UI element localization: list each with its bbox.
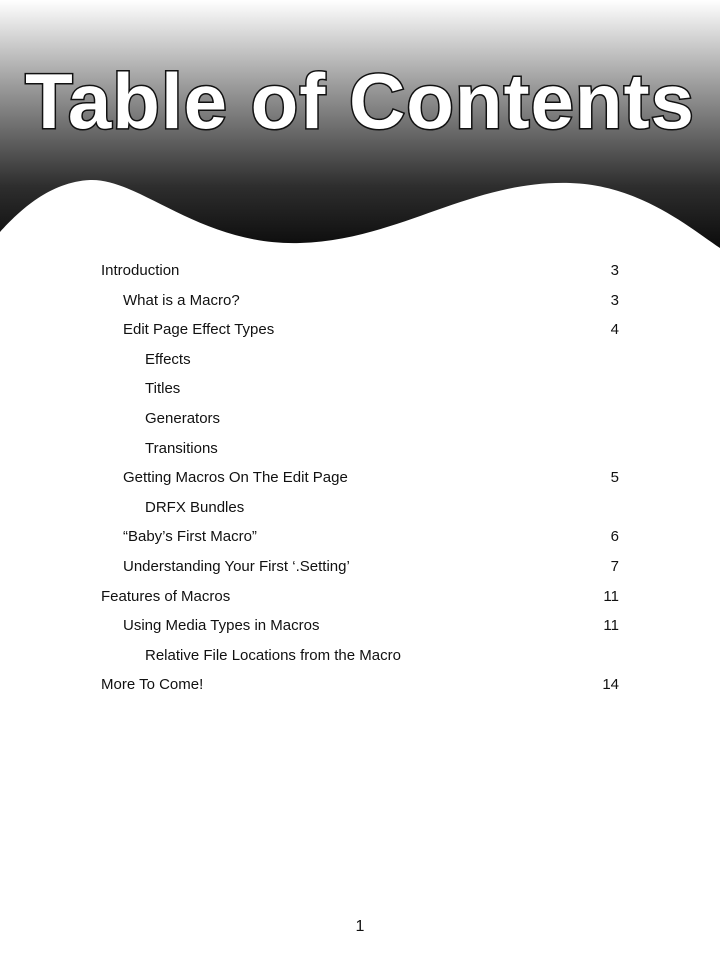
toc-entry[interactable] <box>101 286 619 316</box>
toc-entry-label: Effects <box>145 350 191 368</box>
toc-entry-label: Understanding Your First ‘.Setting’ <box>123 557 350 575</box>
toc-entry-label: Getting Macros On The Edit Page <box>123 469 348 487</box>
toc-entry-label: Titles <box>145 380 181 398</box>
toc-entry-page: 11 <box>603 587 619 605</box>
toc-entry-label: More To Come! <box>101 676 204 694</box>
toc-entry[interactable] <box>101 582 619 612</box>
toc-entry[interactable] <box>101 552 619 582</box>
table-of-contents <box>101 256 619 700</box>
toc-entry[interactable] <box>101 315 619 345</box>
header-banner <box>0 0 720 250</box>
toc-entry[interactable] <box>101 611 619 641</box>
toc-entry[interactable] <box>101 345 619 375</box>
toc-entry-label: Transitions <box>145 439 218 457</box>
toc-entry-label: Generators <box>145 409 221 427</box>
page-number: 1 <box>355 918 365 935</box>
toc-entry-page: 3 <box>610 262 619 279</box>
toc-entry-label: Using Media Types in Macros <box>123 617 320 635</box>
toc-entry[interactable] <box>101 493 619 523</box>
toc-entry-label: “Baby’s First Macro” <box>123 528 257 546</box>
toc-entry[interactable] <box>101 522 619 552</box>
toc-entry-page: 6 <box>610 528 619 546</box>
toc-entry-page: 4 <box>610 321 619 339</box>
toc-entry[interactable] <box>101 404 619 434</box>
toc-entry[interactable] <box>101 463 619 493</box>
toc-entry[interactable] <box>101 374 619 404</box>
toc-entry[interactable] <box>101 434 619 464</box>
toc-entry-label: What is a Macro? <box>123 291 240 309</box>
toc-entry-label: Introduction <box>101 262 180 279</box>
toc-entry-label: Relative File Locations from the Macro <box>145 646 401 664</box>
toc-entry-label: Edit Page Effect Types <box>123 321 275 339</box>
toc-entry[interactable] <box>101 670 619 700</box>
toc-entry-page: 11 <box>603 617 619 635</box>
toc-entry-label: DRFX Bundles <box>145 498 245 516</box>
toc-entry[interactable] <box>101 256 619 286</box>
toc-entry-page: 14 <box>602 676 619 694</box>
toc-entry-page: 3 <box>610 291 619 309</box>
page-title: Table of Contents <box>25 57 695 145</box>
toc-entry-page: 7 <box>610 557 619 575</box>
toc-entry[interactable] <box>101 641 619 671</box>
toc-entry-label: Features of Macros <box>101 587 231 605</box>
toc-entry-page: 5 <box>610 469 619 487</box>
